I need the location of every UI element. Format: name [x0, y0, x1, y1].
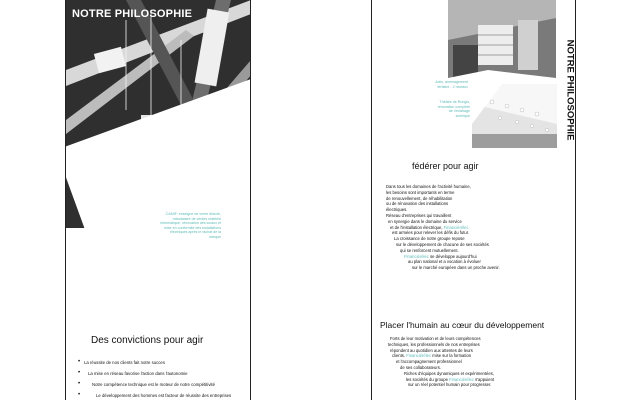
lights-graphic: [472, 84, 557, 148]
federer-paragraph: [386, 184, 566, 271]
federer-heading: fédérer pour agir: [412, 161, 479, 171]
line-text: s'appuient: [473, 376, 495, 382]
line-text: techniques, les professionnels de nos entreprises: [388, 341, 480, 347]
line-text: de ses collaborateurs.: [400, 364, 441, 370]
convictions-heading: Des convictions pour agir: [91, 335, 204, 346]
line-text: de renouvellement, de réhabilitation: [386, 195, 453, 201]
photo-caption: CAMIF: enseigne de vente directe, mandataire de ventes matériel informatique, rénovation des locaux et mise en conformité des installations électriques après le rachat de la marque: [160, 212, 221, 239]
list-item: • La réussite de nos clients fait notre succes: [78, 357, 251, 368]
line-text: qui se renforcent mutuellement.: [400, 247, 459, 253]
list-item: • La mise en réseau favorise l'action dans l'autonomie: [78, 368, 251, 379]
list-item: • Le développement des hommes est facteur de réussite des entreprises: [78, 390, 251, 400]
paragraph-line: [386, 382, 566, 388]
brand-name: Financiérélec: [443, 224, 469, 230]
brand-name: Financiérélec: [404, 253, 429, 259]
line-text: mise sur la formation: [431, 353, 472, 359]
office-interior-photo: [448, 0, 556, 78]
line-text: est armées pour relever les défis du futur.: [392, 230, 470, 236]
line-text: ou de rénovation des installations: [386, 201, 449, 207]
line-text: Riches d'équipes dynamiques et expérimentées,: [404, 370, 494, 376]
page-title: NOTRE PHILOSOPHIE: [72, 8, 193, 20]
list-item: • Notre compétence technique est le moteur de notre compétitivité: [78, 379, 251, 390]
line-text: les sociétés du groupe: [406, 376, 450, 382]
right-page: [371, 0, 576, 400]
line-text: électriques.: [386, 207, 408, 213]
line-text: se développe aujourd'hui: [428, 253, 477, 259]
line-text: Réseau d'entreprises qui travaillent: [386, 212, 452, 218]
paragraph-line: [386, 265, 566, 271]
photo-caption: Actis, aménagement tertiaire - 2 niveaux: [435, 80, 468, 89]
line-text: en synergie dans le domaine du service: [388, 218, 462, 224]
humain-heading: Placer l'humain au cœur du développement: [380, 320, 545, 330]
line-text: clients.: [392, 353, 407, 359]
vertical-page-title: [564, 40, 576, 140]
line-text: et l'accompagnement professionnel: [396, 359, 462, 365]
line-text: les besoins sont importants en terme: [386, 189, 455, 195]
roof-structure-photo: [66, 0, 251, 228]
left-page: [65, 0, 251, 400]
line-text: et de l'installation électrique,: [390, 224, 444, 230]
line-text: La croissance de notre groupe repose: [394, 236, 465, 242]
vertical-title-text: NOTRE PHILOSOPHIE: [564, 39, 576, 141]
line-text: au plan national et a vocation à évoluer: [408, 259, 481, 265]
line-text: Dans tous les domaines de l'activité humaine,: [386, 184, 471, 189]
line-text: répondent au quotidien aux attentes de leurs: [390, 347, 473, 353]
theater-lights-photo: [472, 84, 557, 148]
brand-name: Financiérélec: [449, 376, 474, 382]
line-text: sur le développement de chacune de ses sociétés: [396, 241, 489, 247]
photo-caption: Théâtre de Rungis, rénovation complète de l'éclairage scénique: [437, 100, 470, 118]
convictions-list: [78, 357, 251, 400]
line-text: Forts de leur motivation et de leurs compétences: [390, 336, 481, 341]
line-text: sur un réel potentiel humain pour progresser.: [408, 382, 492, 388]
humain-paragraph: [386, 336, 566, 388]
brand-name: Financiérélec: [406, 353, 432, 359]
line-text: sur le marché européen dans un proche avenir.: [412, 265, 500, 271]
office-graphic: [448, 0, 556, 78]
